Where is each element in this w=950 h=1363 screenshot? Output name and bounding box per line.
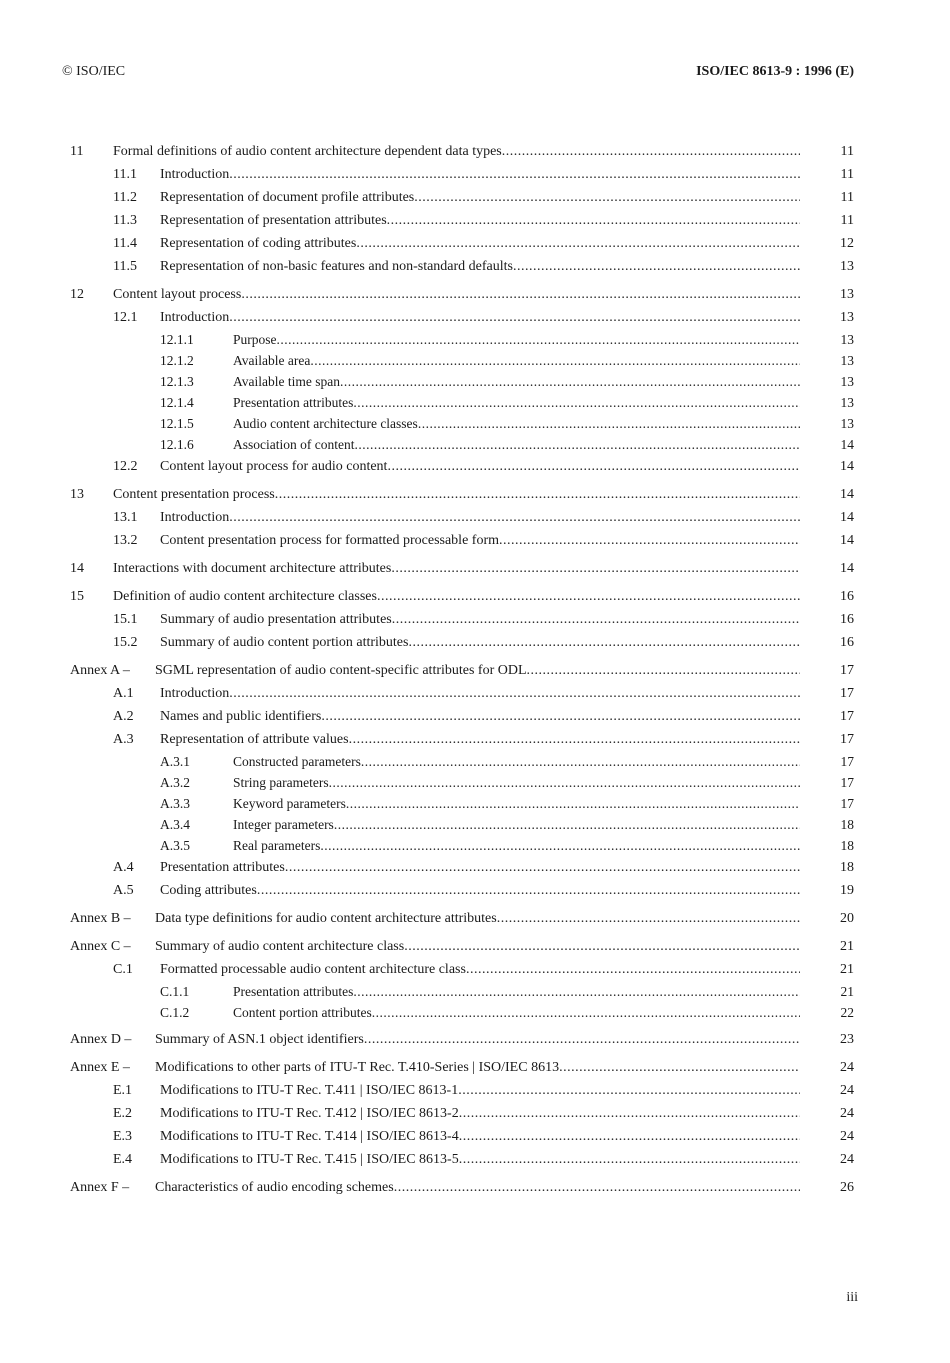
toc-entry-number: 12.1.1 [160, 332, 194, 347]
toc-entry-title: Summary of audio content architecture class [155, 939, 405, 954]
toc-entry-number: E.2 [113, 1106, 133, 1121]
toc-entry-title: Modifications to ITU-T Rec. T.415 | ISO/IEC 8613-5 [160, 1152, 459, 1167]
toc-entry-number: 12.1.4 [160, 395, 194, 410]
toc-entry [0, 392, 950, 413]
toc-entry-title: Representation of attribute values [160, 732, 349, 747]
toc-leader-dots [459, 1148, 800, 1171]
toc-leader-dots [377, 585, 800, 608]
toc-entry-number: A.2 [113, 709, 134, 724]
toc-entry-title: Summary of ASN.1 object identifiers [155, 1032, 364, 1047]
toc-entry-title: Modifications to ITU-T Rec. T.411 | ISO/IEC 8613-1 [160, 1083, 459, 1098]
toc-leader-dots [353, 392, 800, 413]
toc-entry-page: 17 [840, 796, 854, 811]
toc-entry-page: 17 [840, 754, 854, 769]
toc-entry [0, 958, 950, 981]
toc-entry [0, 835, 950, 856]
toc-entry-number: A.3.1 [160, 754, 190, 769]
toc-entry-number: A.3.2 [160, 775, 190, 790]
toc-entry-number: 13.1 [113, 510, 138, 525]
toc-entry-number: 12.1.5 [160, 416, 194, 431]
toc-entry-number: 13 [70, 487, 84, 502]
toc-entry-title: Definition of audio content architecture classes [113, 589, 377, 604]
toc-leader-dots [340, 371, 800, 392]
toc-leader-dots [502, 140, 800, 163]
toc-entry-number: 11.4 [113, 236, 137, 251]
toc-entry [0, 529, 950, 552]
toc-entry-number: Annex C – [70, 939, 131, 954]
toc-entry-title: Representation of presentation attributes [160, 213, 387, 228]
toc-leader-dots [353, 981, 800, 1002]
toc-entry [0, 483, 950, 506]
toc-entry [0, 608, 950, 631]
toc-leader-dots [459, 1125, 800, 1148]
toc-entry-number: 12.1 [113, 310, 138, 325]
toc-entry-page: 14 [840, 561, 854, 576]
toc-entry-title: Introduction [160, 310, 230, 325]
toc-leader-dots [346, 793, 800, 814]
toc-entry-title: Data type definitions for audio content architecture attributes [155, 911, 497, 926]
toc-entry-page: 17 [840, 663, 854, 678]
toc-leader-dots [229, 682, 800, 705]
toc-entry-title: Introduction [160, 167, 230, 182]
toc-entry [0, 585, 950, 608]
toc-entry-title: Content portion attributes [233, 1005, 372, 1020]
toc-entry [0, 1079, 950, 1102]
toc-entry-page: 17 [840, 732, 854, 747]
toc-entry-page: 17 [840, 775, 854, 790]
toc-entry-page: 17 [840, 709, 854, 724]
toc-leader-dots [277, 329, 801, 350]
toc-entry-page: 11 [840, 190, 854, 205]
toc-entry-page: 18 [840, 838, 854, 853]
toc-entry-number: A.3.4 [160, 817, 190, 832]
toc-entry-number: C.1 [113, 962, 133, 977]
toc-leader-dots [356, 232, 800, 255]
toc-entry-page: 11 [840, 144, 854, 159]
toc-entry-title: Available time span [233, 374, 340, 389]
toc-entry-title: Content presentation process for formatted processable form [160, 533, 500, 548]
header-copyright: © ISO/IEC [62, 64, 126, 79]
toc-entry-number: 12 [70, 287, 84, 302]
toc-entry-title: Coding attributes [160, 883, 257, 898]
toc-entry-title: Modifications to ITU-T Rec. T.412 | ISO/IEC 8613-2 [160, 1106, 459, 1121]
toc-leader-dots [229, 306, 800, 329]
toc-entry-number: 11.5 [113, 259, 137, 274]
toc-leader-dots [229, 506, 800, 529]
toc-entry-number: E.1 [113, 1083, 133, 1098]
toc-leader-dots [320, 835, 800, 856]
toc-entry-page: 11 [840, 213, 854, 228]
toc-entry [0, 283, 950, 306]
toc-entry-page: 13 [840, 287, 854, 302]
toc-entry-page: 13 [840, 416, 854, 431]
toc-entry-number: 11 [70, 144, 84, 159]
toc-entry-page: 13 [840, 395, 854, 410]
toc-entry-title: Summary of audio presentation attributes [160, 612, 392, 627]
toc-entry-number: 15.1 [113, 612, 138, 627]
toc-entry-page: 26 [840, 1180, 854, 1195]
toc-entry-title: Representation of non-basic features and non-standard defaults [160, 259, 513, 274]
toc-leader-dots [361, 751, 800, 772]
toc-entry-title: Modifications to other parts of ITU-T Rec. T.410-Series | ISO/IEC 8613 [155, 1060, 560, 1075]
toc-entry-page: 24 [840, 1060, 854, 1075]
toc-entry-page: 14 [840, 459, 854, 474]
toc-entry-number: Annex F – [70, 1180, 130, 1195]
toc-leader-dots [285, 856, 800, 879]
toc-entry-number: 15.2 [113, 635, 138, 650]
toc-leader-dots [275, 483, 800, 506]
toc-entry [0, 350, 950, 371]
toc-entry-page: 14 [840, 487, 854, 502]
toc-entry [0, 434, 950, 455]
toc-entry [0, 751, 950, 772]
toc-entry-title: Association of content [233, 437, 355, 452]
toc-entry-title: Constructed parameters [233, 754, 361, 769]
toc-entry-title: Real parameters [233, 838, 321, 853]
toc-entry-title: Content layout process [113, 287, 242, 302]
toc-entry-number: Annex A – [70, 663, 130, 678]
toc-leader-dots [354, 434, 800, 455]
toc-entry-title: Modifications to ITU-T Rec. T.414 | ISO/IEC 8613-4 [160, 1129, 459, 1144]
toc-entry-page: 17 [840, 686, 854, 701]
toc-leader-dots [329, 772, 800, 793]
toc-entry [0, 1102, 950, 1125]
toc-entry [0, 1125, 950, 1148]
toc-entry-title: Introduction [160, 686, 230, 701]
toc-entry-number: A.3 [113, 732, 134, 747]
toc-leader-dots [372, 1002, 800, 1023]
toc-entry-page: 14 [840, 533, 854, 548]
toc-leader-dots [527, 659, 800, 682]
toc-entry-number: 14 [70, 561, 84, 576]
toc-entry-number: Annex E – [70, 1060, 130, 1075]
toc-entry-page: 13 [840, 332, 854, 347]
toc-leader-dots [334, 814, 800, 835]
toc-leader-dots [364, 1028, 800, 1051]
toc-entry [0, 140, 950, 163]
toc-entry-page: 12 [840, 236, 854, 251]
toc-entry-title: Names and public identifiers [160, 709, 322, 724]
toc-entry-title: Summary of audio content portion attributes [160, 635, 409, 650]
toc-entry [0, 371, 950, 392]
toc-entry [0, 907, 950, 930]
toc-entry [0, 1176, 950, 1199]
header-document-id: ISO/IEC 8613-9 : 1996 (E) [696, 64, 854, 79]
toc-entry [0, 682, 950, 705]
toc-entry-page: 24 [840, 1106, 854, 1121]
toc-leader-dots [418, 413, 800, 434]
toc-entry-title: Representation of coding attributes [160, 236, 357, 251]
toc-entry-page: 18 [840, 860, 854, 875]
toc-entry-page: 13 [840, 353, 854, 368]
toc-entry-title: Content presentation process [113, 487, 275, 502]
toc-entry-page: 16 [840, 589, 854, 604]
toc-entry-title: Formal definitions of audio content architecture dependent data types [113, 144, 502, 159]
toc-entry [0, 1002, 950, 1023]
toc-entry-number: 11.1 [113, 167, 137, 182]
toc-entry [0, 329, 950, 350]
toc-entry-title: Formatted processable audio content architecture class [160, 962, 466, 977]
toc-entry [0, 557, 950, 580]
toc-entry [0, 1028, 950, 1051]
toc-entry-number: A.3.3 [160, 796, 190, 811]
toc-entry [0, 1056, 950, 1079]
toc-entry [0, 186, 950, 209]
toc-entry-title: Available area [233, 353, 311, 368]
toc-entry [0, 506, 950, 529]
toc-leader-dots [229, 163, 800, 186]
toc-entry-number: A.3.5 [160, 838, 190, 853]
toc-entry-number: 15 [70, 589, 84, 604]
toc-entry-title: Introduction [160, 510, 230, 525]
toc-entry [0, 879, 950, 902]
toc-entry-page: 24 [840, 1129, 854, 1144]
toc-leader-dots [459, 1102, 800, 1125]
toc-leader-dots [466, 958, 800, 981]
toc-entry-page: 21 [840, 939, 854, 954]
toc-entry [0, 455, 950, 478]
toc-entry-number: A.1 [113, 686, 134, 701]
toc-entry [0, 163, 950, 186]
toc-entry-title: Presentation attributes [233, 984, 354, 999]
toc-entry [0, 631, 950, 654]
toc-leader-dots [391, 557, 800, 580]
toc-entry-page: 21 [840, 962, 854, 977]
toc-leader-dots [310, 350, 800, 371]
toc-leader-dots [559, 1056, 800, 1079]
toc-entry [0, 935, 950, 958]
toc-entry-number: E.4 [113, 1152, 133, 1167]
toc-entry-page: 13 [840, 374, 854, 389]
toc-entry-title: Integer parameters [233, 817, 334, 832]
toc-entry-page: 23 [840, 1032, 854, 1047]
toc-entry [0, 705, 950, 728]
toc-entry-title: Purpose [233, 332, 277, 347]
toc-entry [0, 856, 950, 879]
toc-entry-title: Interactions with document architecture attributes [113, 561, 392, 576]
page-number: iii [846, 1290, 858, 1305]
toc-entry-page: 16 [840, 612, 854, 627]
toc-leader-dots [499, 529, 800, 552]
toc-entry-page: 19 [840, 883, 854, 898]
toc-entry [0, 255, 950, 278]
toc-entry-number: 11.3 [113, 213, 137, 228]
toc-leader-dots [513, 255, 800, 278]
toc-entry-title: Content layout process for audio content [160, 459, 388, 474]
toc-entry-title: String parameters [233, 775, 329, 790]
toc-entry [0, 793, 950, 814]
toc-entry-title: Presentation attributes [233, 395, 354, 410]
toc-entry-page: 24 [840, 1083, 854, 1098]
toc-leader-dots [414, 186, 800, 209]
toc-entry-number: 12.1.3 [160, 374, 194, 389]
toc-entry-page: 14 [840, 437, 854, 452]
toc-entry-page: 20 [840, 911, 854, 926]
toc-entry-title: SGML representation of audio content-specific attributes for ODL [155, 663, 527, 678]
toc-leader-dots [241, 283, 800, 306]
toc-entry-number: Annex D – [70, 1032, 132, 1047]
table-of-contents [0, 140, 950, 1199]
toc-entry [0, 659, 950, 682]
toc-entry-title: Characteristics of audio encoding schemes [155, 1180, 394, 1195]
toc-entry-page: 13 [840, 310, 854, 325]
toc-leader-dots [408, 631, 800, 654]
toc-leader-dots [387, 209, 800, 232]
toc-entry-page: 21 [840, 984, 854, 999]
toc-leader-dots [349, 728, 800, 751]
toc-entry-page: 14 [840, 510, 854, 525]
toc-entry-number: E.3 [113, 1129, 133, 1144]
toc-leader-dots [392, 608, 800, 631]
toc-entry-page: 18 [840, 817, 854, 832]
toc-entry-number: A.5 [113, 883, 134, 898]
toc-entry-number: C.1.1 [160, 984, 190, 999]
toc-entry-page: 11 [840, 167, 854, 182]
toc-leader-dots [321, 705, 800, 728]
toc-entry [0, 814, 950, 835]
toc-entry [0, 232, 950, 255]
toc-entry-number: 13.2 [113, 533, 138, 548]
toc-entry-number: 11.2 [113, 190, 137, 205]
toc-entry-page: 13 [840, 259, 854, 274]
toc-entry [0, 772, 950, 793]
toc-entry-number: 12.1.2 [160, 353, 194, 368]
toc-entry-page: 22 [840, 1005, 854, 1020]
toc-entry-title: Audio content architecture classes [233, 416, 418, 431]
toc-entry-number: 12.1.6 [160, 437, 194, 452]
toc-entry-page: 24 [840, 1152, 854, 1167]
toc-entry [0, 306, 950, 329]
toc-entry [0, 209, 950, 232]
toc-entry-number: 12.2 [113, 459, 138, 474]
toc-entry [0, 728, 950, 751]
toc-entry-title: Representation of document profile attributes [160, 190, 415, 205]
toc-entry-number: C.1.2 [160, 1005, 190, 1020]
toc-entry [0, 981, 950, 1002]
toc-leader-dots [257, 879, 800, 902]
toc-entry [0, 1148, 950, 1171]
toc-entry-number: A.4 [113, 860, 134, 875]
toc-leader-dots [497, 907, 800, 930]
toc-leader-dots [394, 1176, 800, 1199]
toc-entry-number: Annex B – [70, 911, 131, 926]
toc-leader-dots [387, 455, 800, 478]
toc-entry-page: 16 [840, 635, 854, 650]
toc-leader-dots [458, 1079, 800, 1102]
toc-entry-title: Presentation attributes [160, 860, 285, 875]
toc-entry [0, 413, 950, 434]
toc-entry-title: Keyword parameters [233, 796, 346, 811]
toc-leader-dots [404, 935, 800, 958]
